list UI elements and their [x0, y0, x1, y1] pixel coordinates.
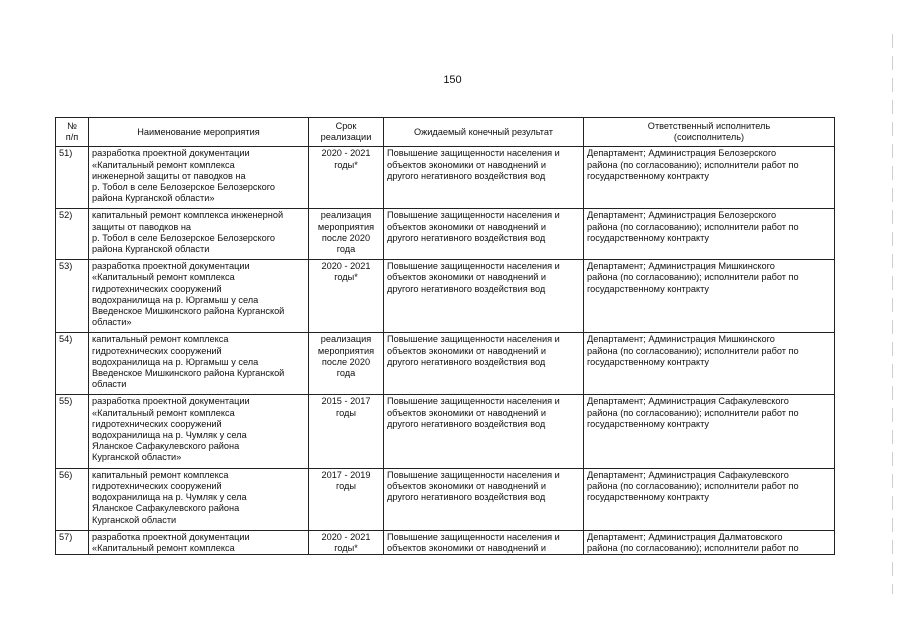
cell-term: реализация мероприятия после 2020 года [309, 209, 384, 260]
header-result: Ожидаемый конечный результат [384, 118, 584, 147]
header-term: Срок реализации [309, 118, 384, 147]
cell-responsible: Департамент; Администрация Мишкинского района (по согласованию); исполнители работ по государственному контракту [584, 333, 835, 395]
page-number: 150 [443, 74, 462, 86]
cell-term: 2020 - 2021 годы* [309, 147, 384, 209]
cell-responsible: Департамент; Администрация Белозерского района (по согласованию); исполнители работ по государственному контракту [584, 147, 835, 209]
cell-name: разработка проектной документации «Капитальный ремонт комплекса гидротехнических сооружений водохранилища на р. Юргамыш у села Введенское Мишкинского района Курганской области» [89, 260, 309, 333]
cell-name: разработка проектной документации «Капитальный ремонт комплекса гидротехнических сооружений водохранилища на р. Чумляк у села Яланское Сафакулевского района Курганской области» [89, 395, 309, 468]
cell-name: капитальный ремонт комплекса гидротехнических сооружений водохранилища на р. Юргамыш у села Введенское Мишкинского района Курганской области [89, 333, 309, 395]
cell-responsible: Департамент; Администрация Белозерского района (по согласованию); исполнители работ по государственному контракту [584, 209, 835, 260]
cell-term: 2017 - 2019 годы [309, 468, 384, 530]
table-row [56, 260, 835, 333]
header-responsible: Ответственный исполнитель (соисполнитель) [584, 118, 835, 147]
cell-result: Повышение защищенности населения и объектов экономики от наводнений и [384, 530, 584, 554]
cell-num: 53) [56, 260, 89, 333]
table-row [56, 468, 835, 530]
cell-name: разработка проектной документации «Капитальный ремонт комплекса [89, 530, 309, 554]
cell-term: 2020 - 2021 годы* [309, 530, 384, 554]
cell-num: 54) [56, 333, 89, 395]
cell-responsible: Департамент; Администрация Мишкинского района (по согласованию); исполнители работ по государственному контракту [584, 260, 835, 333]
cell-name: капитальный ремонт комплекса гидротехнических сооружений водохранилища на р. Чумляк у села Яланское Сафакулевского района Курганской области [89, 468, 309, 530]
table-row [56, 395, 835, 468]
header-num: № п/п [56, 118, 89, 147]
table-header-row [56, 118, 835, 147]
table-row [56, 333, 835, 395]
cell-num: 57) [56, 530, 89, 554]
cell-responsible: Департамент; Администрация Далматовского района (по согласованию); исполнители работ по [584, 530, 835, 554]
cell-result: Повышение защищенности населения и объектов экономики от наводнений и другого негативного воздействия вод [384, 260, 584, 333]
cell-result: Повышение защищенности населения и объектов экономики от наводнений и другого негативного воздействия вод [384, 468, 584, 530]
cell-responsible: Департамент; Администрация Сафакулевского района (по согласованию); исполнители работ по государственному контракту [584, 395, 835, 468]
cell-result: Повышение защищенности населения и объектов экономики от наводнений и другого негативного воздействия вод [384, 147, 584, 209]
cell-responsible: Департамент; Администрация Сафакулевского района (по согласованию); исполнители работ по государственному контракту [584, 468, 835, 530]
cell-name: капитальный ремонт комплекса инженерной защиты от паводков на р. Тобол в селе Белозерское Белозерского района Курганской области [89, 209, 309, 260]
measures-table [55, 117, 835, 555]
cell-term: 2015 - 2017 годы [309, 395, 384, 468]
table-row [56, 147, 835, 209]
cell-num: 51) [56, 147, 89, 209]
cell-name: разработка проектной документации «Капитальный ремонт комплекса инженерной защиты от паводков на р. Тобол в селе Белозерское Белозерского района Курганской области» [89, 147, 309, 209]
table-row [56, 530, 835, 554]
cell-result: Повышение защищенности населения и объектов экономики от наводнений и другого негативного воздействия вод [384, 395, 584, 468]
cell-result: Повышение защищенности населения и объектов экономики от наводнений и другого негативного воздействия вод [384, 333, 584, 395]
cell-num: 52) [56, 209, 89, 260]
header-name: Наименование мероприятия [89, 118, 309, 147]
cell-result: Повышение защищенности населения и объектов экономики от наводнений и другого негативного воздействия вод [384, 209, 584, 260]
cell-num: 56) [56, 468, 89, 530]
scan-margin-mark [892, 34, 893, 594]
table-row [56, 209, 835, 260]
cell-term: реализация мероприятия после 2020 года [309, 333, 384, 395]
cell-num: 55) [56, 395, 89, 468]
cell-term: 2020 - 2021 годы* [309, 260, 384, 333]
